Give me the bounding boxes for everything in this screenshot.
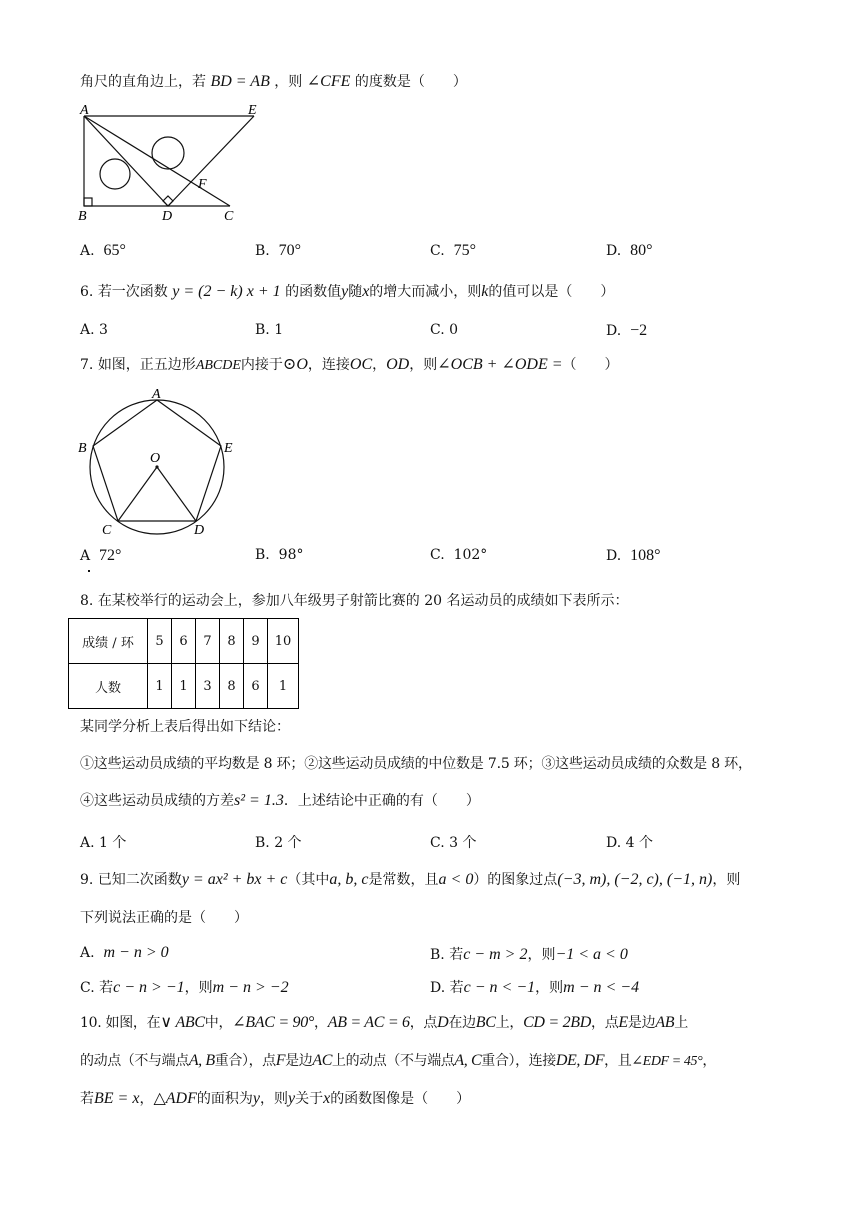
q9-option-c-cond: c − n > −1: [113, 979, 185, 996]
q10-math: F: [275, 1052, 286, 1069]
q7-option-d-value: 108°: [630, 547, 661, 564]
q10-math: AB = AC = 6: [327, 1014, 410, 1031]
q5-line-de: [168, 116, 254, 206]
q10-math: ∠EDF = 45°: [631, 1054, 703, 1069]
q6-stem: [80, 282, 614, 302]
q9-option-c-res: m − n > −2: [212, 979, 289, 996]
q9-option-b-prefix: 若: [449, 947, 464, 963]
q5-option-d-value: 80°: [630, 242, 653, 259]
q9-text-b: （其中: [287, 872, 330, 888]
q8-option-a-value: 1 个: [99, 835, 127, 851]
q9-text-a: 已知二次函数: [97, 872, 182, 888]
q8-analysis: 某同学分析上表后得出如下结论：: [80, 719, 290, 735]
q8-table-cell: 7: [196, 619, 220, 664]
q8-option-c[interactable]: [430, 832, 476, 852]
q7-number: 7.: [80, 357, 94, 373]
q8-option-b-value: 2 个: [274, 835, 302, 851]
q6-option-b-value: 1: [274, 322, 284, 338]
q10-text: 如图，在: [105, 1015, 161, 1031]
q6-option-d[interactable]: [606, 322, 647, 340]
q6-option-d-value: −2: [630, 322, 648, 339]
q5-stem-text-c: 的度数是（ ）: [354, 74, 467, 90]
q7-od: OD: [386, 356, 410, 373]
q9-option-b-cond: c − m > 2: [463, 946, 528, 963]
q7-circle: ⊙O: [282, 356, 308, 373]
q9-number: 9.: [80, 872, 94, 888]
q10-math: AC: [312, 1052, 332, 1069]
q10-text: 重合），点: [214, 1053, 276, 1069]
q8-option-b[interactable]: [255, 832, 302, 852]
q9-stem: [80, 870, 740, 890]
q7-option-d-label: D.: [606, 548, 622, 564]
q9-option-d-res: m − n < −4: [563, 979, 640, 996]
q8-option-a[interactable]: [80, 832, 126, 852]
q5-stem: [80, 72, 467, 92]
q6-number: 6.: [80, 284, 94, 300]
q9-text-d: ）的图象过点: [473, 872, 558, 888]
q10-math: y: [252, 1090, 260, 1107]
q8-option-a-label: A.: [80, 835, 95, 851]
q8-table-cell: 6: [172, 619, 196, 664]
q8-table-cell: 3: [196, 664, 220, 709]
q5-line-ac: [84, 116, 230, 206]
q10-text: ，: [702, 1053, 716, 1069]
q10-text: 是边: [285, 1053, 313, 1069]
q9-option-d-mid: ，则: [535, 980, 564, 996]
q10-text: ，则: [259, 1091, 288, 1107]
q7-text-c: ，连接: [307, 357, 350, 373]
q7-option-b[interactable]: [255, 547, 303, 563]
q10-text: 的面积为: [196, 1091, 253, 1107]
q10-line3: [80, 1089, 470, 1109]
q5-option-d[interactable]: [606, 242, 653, 260]
q5-stem-text-b: ，则: [274, 74, 303, 90]
q6-option-a-value: 3: [99, 322, 108, 338]
q9-option-b[interactable]: [430, 944, 628, 964]
q9-option-a-label: A.: [80, 945, 95, 961]
q10-text: ，: [314, 1015, 328, 1031]
q5-hole-large: [152, 137, 184, 169]
q9-option-a-value: m − n > 0: [103, 944, 169, 961]
q6-var-y: y: [341, 283, 349, 300]
q9-points: (−3, m), (−2, c), (−1, n): [557, 871, 713, 888]
q7-option-a-dot: [88, 570, 90, 572]
q8-table-row-count: [69, 664, 299, 709]
q9-formula: y = ax² + bx + c: [181, 871, 288, 888]
q8-variance: s² = 1.3: [234, 792, 284, 809]
q5-label-e: E: [248, 104, 257, 118]
q8-table-cell: 5: [148, 619, 172, 664]
q6-option-b-label: B.: [255, 322, 270, 338]
q5-option-a[interactable]: [80, 242, 126, 260]
q8-table-cell: 1: [172, 664, 196, 709]
q7-option-a-label: A: [80, 548, 91, 564]
q5-option-c-value: 75°: [453, 242, 476, 259]
q6-formula: y = (2 − k) x + 1: [172, 283, 281, 300]
q7-option-b-label: B.: [255, 547, 270, 563]
q10-math: D: [437, 1014, 449, 1031]
q8-table-cell: 8: [220, 619, 244, 664]
q8-option-c-label: C.: [430, 835, 445, 851]
q9-option-c-mid: ，则: [184, 980, 213, 996]
q5-option-a-label: A.: [80, 243, 95, 259]
q10-math: AB: [655, 1014, 675, 1031]
q10-math: A, C: [454, 1052, 482, 1069]
q7-option-a-value: 72°: [99, 547, 122, 564]
q9-option-c-prefix: 若: [99, 980, 114, 996]
q10-math: CD = 2BD: [523, 1014, 592, 1031]
q10-text: 上，: [495, 1015, 524, 1031]
q10-text: 上: [674, 1015, 688, 1031]
q9-line2: 下列说法正确的是（ ）: [80, 910, 248, 926]
q10-line1: [80, 1013, 688, 1033]
q8-table-cell: 10: [268, 619, 299, 664]
q8-table-header-score: 成绩 / 环: [69, 619, 148, 664]
q10-text: 在边: [448, 1015, 476, 1031]
q6-option-c-value: 0: [449, 322, 459, 338]
q6-option-c[interactable]: [430, 322, 458, 338]
q5-option-b[interactable]: [255, 242, 301, 260]
q10-math: x: [323, 1090, 331, 1107]
q5-hole-small: [100, 159, 130, 189]
q10-text: 是边: [627, 1015, 656, 1031]
q8-conclusions-line1: ①这些运动员成绩的平均数是 8 环；②这些运动员成绩的中位数是 7.5 环；③这些运动员成绩的众数是 8 环，: [80, 756, 752, 772]
q10-text: ，点: [409, 1015, 438, 1031]
q9-text-c: 是常数，且: [368, 872, 439, 888]
q6-option-a[interactable]: [80, 322, 108, 338]
q7-label-e: E: [224, 441, 233, 456]
q8-conclusions-line2: [80, 791, 480, 811]
q8-option-d[interactable]: [606, 832, 653, 852]
q5-stem-math-cfe: ∠CFE: [306, 73, 351, 90]
q9-cond: a < 0: [438, 871, 474, 888]
q8-conclusions-line2-b: ．上述结论中正确的有（ ）: [283, 793, 480, 809]
q8-option-b-label: B.: [255, 835, 270, 851]
q6-var-k: k: [481, 283, 489, 300]
q10-math: y: [287, 1090, 296, 1107]
q7-figure: [74, 384, 244, 536]
q9-option-a[interactable]: [80, 944, 169, 962]
q8-table-cell: 1: [148, 664, 172, 709]
q7-label-a: A: [152, 387, 161, 402]
q5-stem-text-a: 角尺的直角边上，若: [80, 74, 206, 90]
q10-text: 若: [80, 1091, 94, 1107]
q8-table-cell: 9: [244, 619, 268, 664]
q7-text-b: 内接于: [240, 357, 283, 373]
q7-option-c[interactable]: [430, 547, 487, 563]
q10-math: ∠BAC = 90°: [232, 1014, 315, 1031]
q8-conclusions-line2-a: ④这些运动员成绩的方差: [80, 793, 234, 809]
q10-text: 的函数图像是（ ）: [330, 1091, 471, 1107]
q6-text-b: 的函数值: [285, 284, 342, 300]
q5-option-c-label: C.: [430, 243, 445, 259]
q7-text-a: 如图，正五边形: [97, 357, 196, 373]
q5-right-angle-d: [163, 196, 173, 206]
q5-option-b-label: B.: [255, 243, 270, 259]
q6-option-a-label: A.: [80, 322, 95, 338]
q9-text-e: ，则: [712, 872, 741, 888]
q9-option-d-label: D.: [430, 980, 446, 996]
q7-oc: OC: [349, 356, 373, 373]
q9-option-b-label: B.: [430, 947, 445, 963]
q6-text-e: 的值可以是（ ）: [488, 284, 615, 300]
q6-text-c: 随: [348, 284, 363, 300]
q7-option-c-value: 102°: [453, 547, 488, 563]
q10-line2: [80, 1051, 716, 1072]
q10-math: E: [618, 1014, 628, 1031]
q9-option-b-mid: ，则: [527, 947, 556, 963]
q10-math: △ADF: [153, 1090, 197, 1107]
q5-option-b-value: 70°: [278, 242, 302, 259]
q5-label-c: C: [224, 209, 234, 224]
q5-label-a: A: [80, 104, 89, 118]
q7-line-od: [157, 467, 196, 521]
q9-option-d-prefix: 若: [449, 980, 464, 996]
q5-figure: [74, 104, 274, 224]
q5-label-b: B: [78, 209, 87, 224]
q8-option-c-value: 3 个: [449, 835, 477, 851]
q7-option-b-value: 98°: [278, 547, 304, 563]
q8-table-row-score: [69, 619, 299, 664]
q8-score-table: [68, 618, 299, 709]
q9-abc: a, b, c: [329, 871, 369, 888]
q8-table-cell: 6: [244, 664, 268, 709]
q5-option-d-label: D.: [606, 243, 622, 259]
q10-number: 10.: [80, 1015, 102, 1031]
q10-math: DE, DF: [555, 1052, 605, 1069]
q7-label-b: B: [78, 441, 87, 456]
q9-option-d[interactable]: [430, 977, 639, 997]
q7-label-o: O: [150, 451, 161, 466]
q7-text-e: ，则: [409, 357, 438, 373]
q10-text: ，且: [604, 1053, 632, 1069]
q8-number: 8.: [80, 593, 94, 609]
q10-text: 上的动点（不与端点: [332, 1053, 455, 1069]
q7-option-d[interactable]: [606, 547, 661, 565]
q5-line-ad: [84, 116, 168, 206]
q5-label-d: D: [162, 209, 173, 224]
q5-option-c[interactable]: [430, 242, 476, 260]
q9-option-c-label: C.: [80, 980, 95, 996]
q10-text: ，点: [591, 1015, 619, 1031]
q8-stem: [80, 591, 629, 611]
q5-right-angle-b: [84, 198, 92, 206]
q9-option-b-res: −1 < a < 0: [555, 946, 628, 963]
q7-label-d: D: [194, 523, 205, 536]
q7-expr: ∠OCB + ∠ODE =: [437, 356, 563, 373]
q8-option-d-value: 4 个: [625, 835, 653, 851]
q8-option-d-label: D.: [606, 835, 622, 851]
q7-text-d: ，: [372, 357, 387, 373]
q5-option-a-value: 65°: [103, 242, 126, 259]
q7-stem: [80, 355, 619, 376]
q7-line-oc: [118, 467, 157, 521]
q8-text: 在某校举行的运动会上，参加八年级男子射箭比赛的 20 名运动员的成绩如下表所示：: [97, 593, 629, 609]
q7-text-f: （ ）: [562, 357, 619, 373]
q7-poly: ABCDE: [195, 358, 241, 373]
q6-option-b[interactable]: [255, 322, 283, 338]
q10-text: 重合），连接: [481, 1053, 556, 1069]
q10-text: ，: [139, 1091, 154, 1107]
q7-option-a[interactable]: [80, 547, 121, 565]
q10-math: BC: [475, 1014, 496, 1031]
q10-math: A, B: [188, 1052, 215, 1069]
q7-label-c: C: [102, 523, 112, 536]
q8-table-header-count: 人数: [69, 664, 148, 709]
q6-text-d: 的增大而减小，则: [369, 284, 482, 300]
q10-math: ∨ ABC: [160, 1014, 205, 1031]
q8-table-cell: 1: [268, 664, 299, 709]
q6-text-a: 若一次函数: [97, 284, 168, 300]
q5-stem-math-bd-ab: BD = AB: [210, 73, 270, 90]
q10-text: 中，: [204, 1015, 233, 1031]
q9-option-d-cond: c − n < −1: [463, 979, 536, 996]
q5-label-f: F: [198, 177, 207, 192]
q10-math: BE = x: [94, 1090, 140, 1107]
q6-option-d-label: D.: [606, 323, 622, 339]
q7-option-c-label: C.: [430, 547, 445, 563]
q10-text: 的动点（不与端点: [80, 1053, 189, 1069]
q9-option-c[interactable]: [80, 977, 289, 997]
q6-var-x: x: [362, 283, 370, 300]
q8-table-cell: 8: [220, 664, 244, 709]
q6-option-c-label: C.: [430, 322, 445, 338]
q10-text: 关于: [295, 1091, 324, 1107]
